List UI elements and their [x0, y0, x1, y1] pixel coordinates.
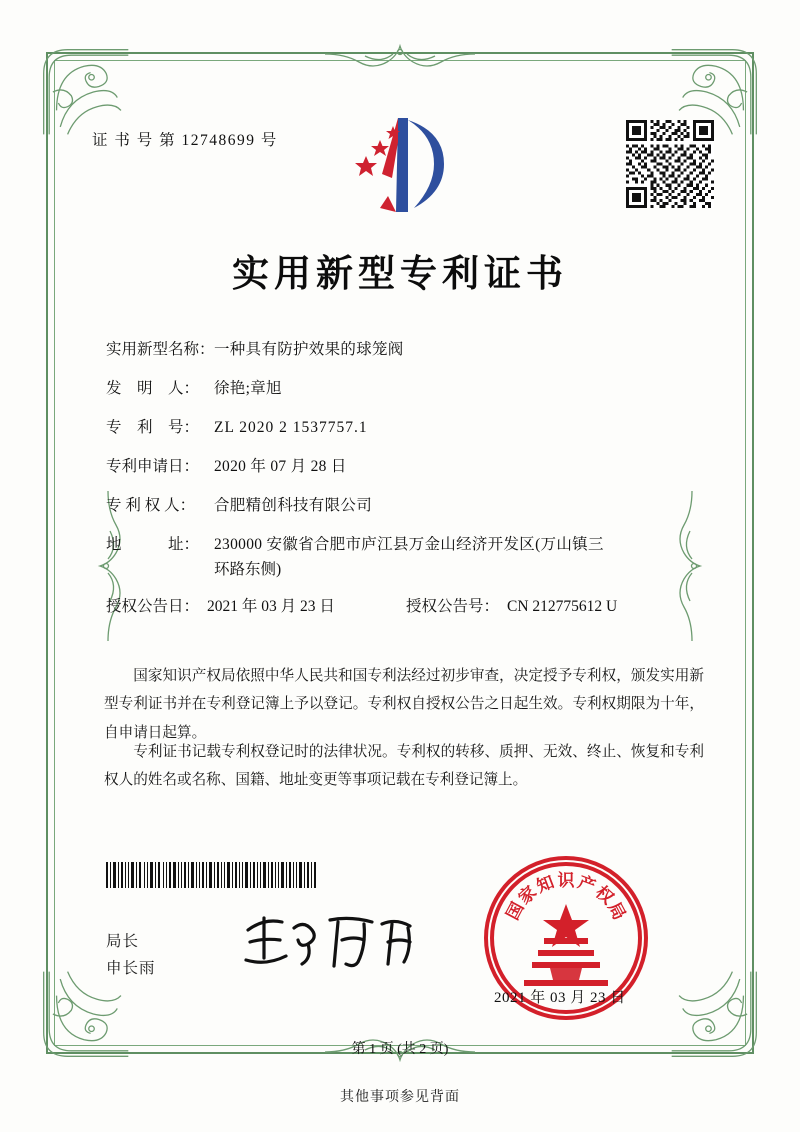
- qr-code-icon: [626, 120, 714, 208]
- page-title: 实用新型专利证书: [232, 251, 568, 295]
- field-value: ZL 2020 2 1537757.1: [214, 419, 368, 436]
- grant-number-label: 授权公告号：: [406, 598, 500, 615]
- page-number: 第 1 页 (共 2 页): [351, 1042, 449, 1057]
- handwritten-signature-icon: [238, 906, 428, 976]
- svg-text:知: 知: [534, 872, 558, 898]
- svg-text:家: 家: [514, 882, 541, 909]
- field-row-patent-number: [106, 420, 704, 436]
- signature-block: [106, 928, 156, 982]
- edge-ornament-icon: [325, 40, 475, 74]
- footer-note: 其他事项参见背面: [340, 1090, 460, 1105]
- certificate-number: 证 书 号 第 12748699 号: [92, 132, 278, 149]
- legal-paragraph-1: 国家知识产权局依照中华人民共和国专利法经过初步审查，决定授予专利权，颁发实用新型专利证书并在专利登记簿上予以登记。专利权自授权公告之日起生效。专利权期限为十年，自申请日起算。: [104, 668, 704, 741]
- field-value: 230000 安徽省合肥市庐江县万金山经济开发区(万山镇三: [214, 536, 604, 553]
- field-row-application-date: [106, 459, 704, 475]
- field-label: 专 利 权 人：: [106, 497, 196, 514]
- grant-number-value: CN 212775612 U: [507, 598, 618, 615]
- field-value: 合肥精创科技有限公司: [214, 497, 373, 514]
- field-row-address: [106, 537, 704, 553]
- svg-text:局: 局: [603, 899, 630, 924]
- field-row-inventor: [106, 381, 704, 397]
- field-value: 一种具有防护效果的球笼阀: [214, 341, 404, 358]
- svg-text:国: 国: [502, 899, 529, 924]
- address-continuation: 环路东侧): [214, 560, 282, 578]
- svg-text:识: 识: [557, 871, 575, 891]
- field-row-utility-model-name: [106, 342, 704, 358]
- field-label: 专利申请日：: [106, 458, 200, 475]
- seal-date: 2021 年 03 月 23 日: [494, 990, 626, 1006]
- director-title-label: 局长: [106, 933, 140, 950]
- director-name-label: 申长雨: [106, 960, 156, 978]
- corner-ornament-icon: [40, 46, 132, 138]
- barcode-icon: [106, 862, 318, 888]
- svg-text:产: 产: [574, 872, 598, 898]
- field-label: 实用新型名称：: [106, 341, 215, 358]
- grant-date-label: 授权公告日：: [106, 598, 200, 615]
- field-row-grant-announcement: [106, 599, 704, 615]
- field-label: 专 利 号：: [106, 419, 200, 436]
- grant-date-value: 2021 年 03 月 23 日: [207, 598, 335, 615]
- field-list: [106, 342, 704, 635]
- cnipa-logo-icon: [352, 112, 456, 218]
- field-value: 2020 年 07 月 28 日: [214, 458, 347, 475]
- legal-paragraph-2: 专利证书记载专利权登记时的法律状况。专利权的转移、质押、无效、终止、恢复和专利权人的姓名或名称、国籍、地址变更等事项记载在专利登记簿上。: [104, 744, 704, 789]
- svg-text:权: 权: [591, 882, 618, 909]
- field-row-patentee: [106, 498, 704, 514]
- field-value: 徐艳;章旭: [214, 380, 282, 397]
- field-label: 地 址：: [106, 536, 200, 553]
- field-label: 发 明 人：: [106, 380, 200, 397]
